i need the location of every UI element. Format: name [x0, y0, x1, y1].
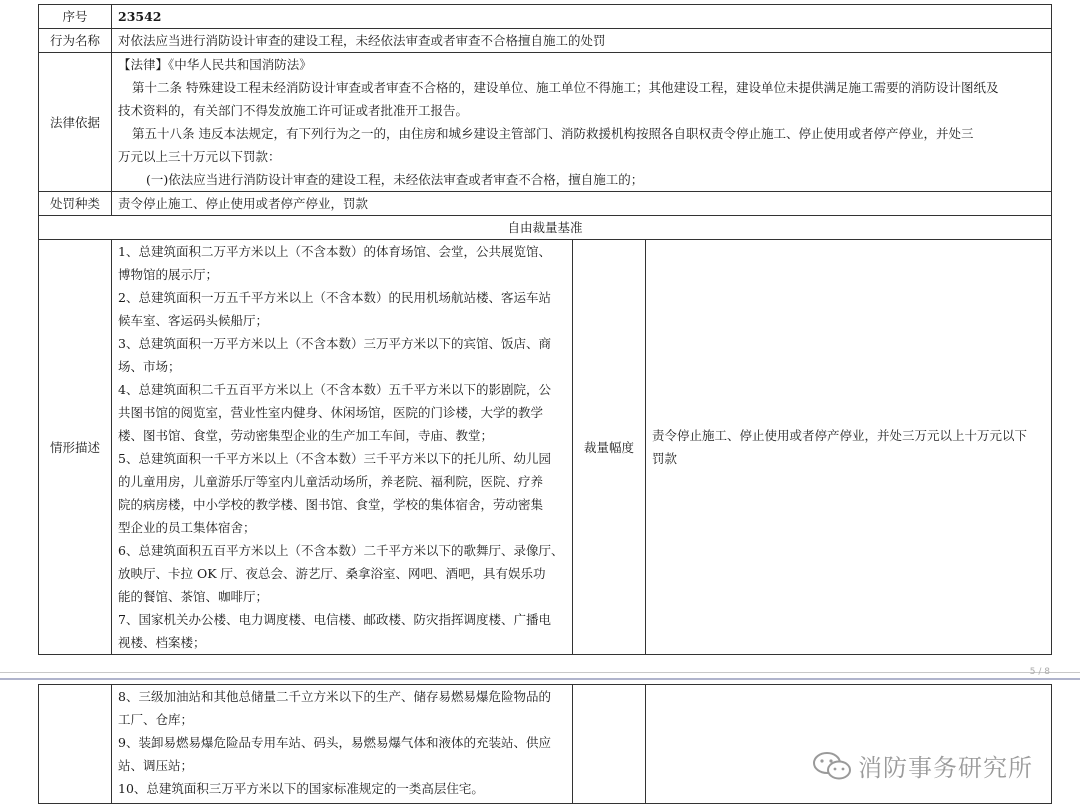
watermark-text: 消防事务研究所 [858, 754, 1033, 782]
situation-line: 视楼、档案楼； [118, 635, 206, 650]
penalty-type-label: 处罚种类 [39, 192, 112, 216]
situation-line: 候车室、客运码头候船厅； [118, 313, 269, 328]
article-58-line1: 第五十八条 违反本法规定，有下列行为之一的，由住房和城乡建设主管部门、消防救援机构按照各自职权责令停止施工、停止使用或者停产停业，并处三 [132, 126, 974, 141]
row-behavior [39, 29, 1052, 53]
situation-line: 站、调压站； [118, 758, 194, 773]
article-58-item1: (一)依法应当进行消防设计审查的建设工程，未经依法审查或者审查不合格，擅自施工的； [146, 172, 644, 187]
situation-label-continued [39, 685, 112, 804]
situation-line: 的儿童用房，儿童游乐厅等室内儿童活动场所，养老院、福利院，医院、疗养 [118, 474, 544, 489]
situation-line: 4、总建筑面积二千五百平方米以上（不含本数）五千平方米以下的影剧院，公 [118, 382, 551, 397]
row-situation-continued [39, 685, 1052, 804]
situation-line: 1、总建筑面积二万平方米以上（不含本数）的体育场馆、会堂，公共展览馆、 [118, 244, 551, 259]
situation-list-continued [112, 685, 573, 804]
situation-line: 楼、图书馆、食堂，劳动密集型企业的生产加工车间，寺庙、教堂； [118, 428, 494, 443]
row-penalty-type [39, 192, 1052, 216]
situation-line: 院的病房楼，中小学校的教学楼、图书馆、食堂，学校的集体宿舍，劳动密集 [118, 497, 544, 512]
behavior-label: 行为名称 [39, 29, 112, 53]
situation-line: 10、总建筑面积三万平方米以下的国家标准规定的一类高层住宅。 [118, 781, 484, 796]
situation-line: 型企业的员工集体宿舍； [118, 520, 256, 535]
wechat-icon [812, 751, 852, 781]
watermark [812, 748, 1033, 783]
page-break-line [0, 672, 1080, 673]
legal-basis-content [112, 53, 1052, 192]
row-legal-basis [39, 53, 1052, 192]
penalty-type-value: 责令停止施工、停止使用或者停产停业，罚款 [112, 192, 1052, 216]
range-value-line2: 罚款 [652, 451, 678, 466]
situation-line: 放映厅、卡拉 OK 厅、夜总会、游艺厅、桑拿浴室、网吧、酒吧，具有娱乐功 [118, 566, 546, 581]
range-value [646, 240, 1052, 655]
situation-line: 5、总建筑面积一千平方米以上（不含本数）三千平方米以下的托儿所、幼儿园 [118, 451, 551, 466]
row-id [39, 5, 1052, 29]
situation-line: 能的餐馆、茶馆、咖啡厅； [118, 589, 269, 604]
situation-line: 博物馆的展示厅； [118, 267, 219, 282]
penalty-table-continued [38, 684, 1052, 804]
situation-line: 共图书馆的阅览室，营业性室内健身、休闲场馆，医院的门诊楼，大学的教学 [118, 405, 544, 420]
page-break-divider [0, 678, 1080, 680]
situation-line: 3、总建筑面积一万平方米以上（不含本数）三万平方米以下的宾馆、饭店、商 [118, 336, 551, 351]
situation-line: 工厂、仓库； [118, 712, 194, 727]
article-12-line1: 第十二条 特殊建设工程未经消防设计审查或者审查不合格的，建设单位、施工单位不得施工；其他建设工程，建设单位未提供满足施工需要的消防设计图纸及 [132, 80, 999, 95]
behavior-value: 对依法应当进行消防设计审查的建设工程，未经依法审查或者审查不合格擅自施工的处罚 [112, 29, 1052, 53]
range-value-continued [646, 685, 1052, 804]
legal-basis-label: 法律依据 [39, 53, 112, 192]
discretion-header: 自由裁量基准 [39, 216, 1052, 240]
row-id-label: 序号 [39, 5, 112, 29]
situation-line: 2、总建筑面积一万五千平方米以上（不含本数）的民用机场航站楼、客运车站 [118, 290, 551, 305]
situation-label: 情形描述 [39, 240, 112, 655]
situation-line: 9、装卸易燃易爆危险品专用车站、码头，易燃易爆气体和液体的充装站、供应 [118, 735, 551, 750]
range-value-line1: 责令停止施工、停止使用或者停产停业，并处三万元以上十万元以下 [652, 428, 1028, 443]
range-label-continued [573, 685, 646, 804]
row-id-value: 23542 [112, 5, 1052, 29]
article-12-line2: 技术资料的，有关部门不得发放施工许可证或者批准开工报告。 [118, 103, 469, 118]
row-discretion-header [39, 216, 1052, 240]
law-title: 【法律】《中华人民共和国消防法》 [118, 57, 312, 72]
page-number: 5 / 8 [1029, 667, 1050, 677]
penalty-table [38, 4, 1052, 655]
situation-line: 7、国家机关办公楼、电力调度楼、电信楼、邮政楼、防灾指挥调度楼、广播电 [118, 612, 551, 627]
situation-line: 场、市场； [118, 359, 181, 374]
situation-list [112, 240, 573, 655]
situation-line: 8、三级加油站和其他总储量二千立方米以下的生产、储存易燃易爆危险物品的 [118, 689, 551, 704]
situation-line: 6、总建筑面积五百平方米以上（不含本数）二千平方米以下的歌舞厅、录像厅、 [118, 543, 564, 558]
article-58-line2: 万元以上三十万元以下罚款： [118, 149, 281, 164]
range-label: 裁量幅度 [573, 240, 646, 655]
row-situation [39, 240, 1052, 655]
